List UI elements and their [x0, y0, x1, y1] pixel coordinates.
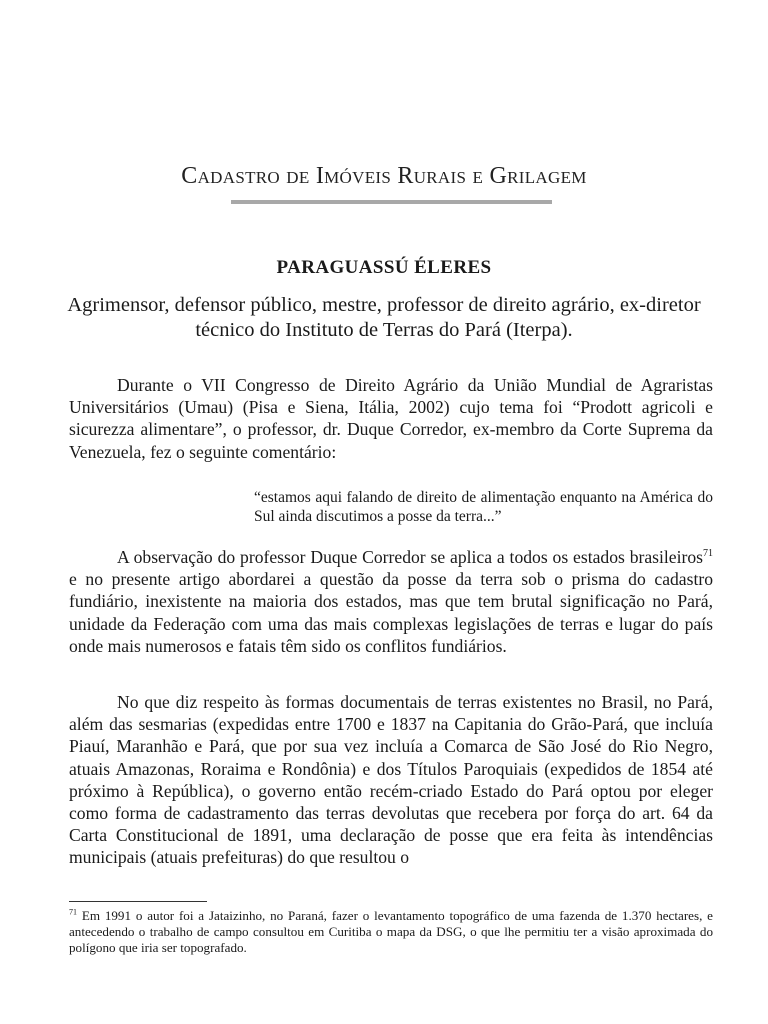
article-title: Cadastro de Imóveis Rurais e Grilagem [181, 163, 587, 189]
author-affiliation: Agrimensor, defensor público, mestre, professor de direito agrário, ex-diretor técnico do Instituto de Terras do Pará (Iterpa). [67, 294, 701, 341]
title-underline [231, 200, 552, 204]
block-quote: “estamos aqui falando de direito de alimentação enquanto na América do Sul ainda discutimos a posse da terra...” [254, 489, 713, 525]
footnote [69, 908, 713, 956]
footnote-number: 71 [69, 907, 77, 917]
paragraph-intro: Durante o VII Congresso de Direito Agrário da União Mundial de Agraristas Universitários (Umau) (Pisa e Siena, Itália, 2002) cujo tema foi “Prodott agricoli e sicurezza alimentare”, o professor, dr. Duque Corredor, ex-membro da Corte Suprema da Venezuela, fez o seguinte comentário: [69, 375, 713, 462]
footnote-text: Em 1991 o autor foi a Jataizinho, no Paraná, fazer o levantamento topográfico de uma fazenda de 1.370 hectares, e antecedendo o trabalho de campo consultou em Curitiba o mapa da DSG, o que lhe permitiu ter a visão aproximada do polígono que iria ser topografado. [69, 908, 713, 955]
paragraph-observation [69, 546, 713, 657]
paragraph-observation-end: e no presente artigo abordarei a questão da posse da terra sob o prisma do cadastro fundiário, inexistente na maioria dos estados, mas que tem brutal significação no Pará, unidade da Federação com uma das mais complexas legislações de terras e lugar do país onde mais numerosos e fatais têm sido os conflitos fundiários. [69, 569, 713, 656]
footnote-separator [69, 901, 207, 902]
paragraph-observation-start: A observação do professor Duque Corredor se aplica a todos os estados brasileiros [117, 547, 703, 567]
footnote-reference: 71 [703, 548, 713, 560]
author-name: PARAGUASSÚ ÉLERES [276, 257, 492, 278]
paragraph-documentary-forms: No que diz respeito às formas documentais de terras existentes no Brasil, no Pará, além das sesmarias (expedidas entre 1700 e 1837 na Capitania do Grão-Pará, que incluía Piauí, Maranhão e Pará, que por sua vez incluía a Comarca de São José do Rio Negro, atuais Amazonas, Roraima e Rondônia) e dos Títulos Paroquiais (expedidos de 1854 até próximo à República), o governo então recém-criado Estado do Pará optou por eleger como forma de cadastramento das terras devolutas que recebera por força do art. 64 da Carta Constitucional de 1891, uma declaração de posse que era feita às intendências municipais (atuais prefeituras) do que resultou o [69, 692, 713, 868]
